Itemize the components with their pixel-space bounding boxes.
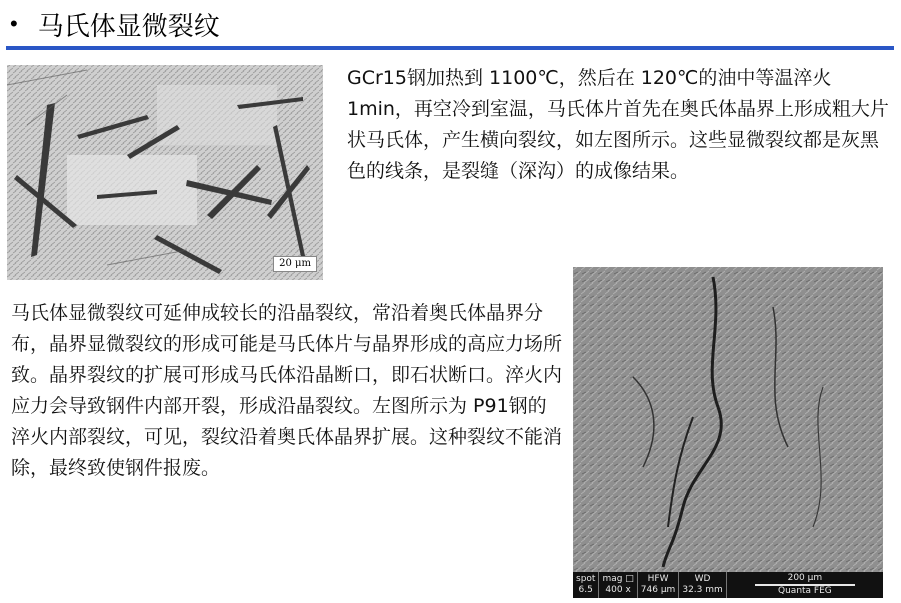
martensite-microstructure-image <box>7 65 323 280</box>
sem-scale-label: 200 μm <box>787 573 823 583</box>
slide-title <box>10 4 890 44</box>
databar-wd <box>679 572 726 598</box>
optical-micrograph <box>7 65 323 280</box>
hfw-label: HFW <box>647 574 669 584</box>
mag-value: 400 x <box>605 585 631 595</box>
wd-value: 32.3 mm <box>682 585 723 595</box>
paragraph-intergranular-crack: 马氏体显微裂纹可延伸成较长的沿晶裂纹，常沿着奥氏体晶界分布，晶界显微裂纹的形成可能是马氏体片与晶界形成的高应力场所致。晶界裂纹的扩展可形成马氏体沿晶断口，即石状断口。淬火内应力会导致钢件内部开裂，形成沿晶裂纹。左图所示为 P91钢的淬火内部裂纹，可见，裂纹沿着奥氏体晶界扩展。这种裂纹不能消除，最终致使钢件报废。 <box>11 302 563 479</box>
databar-hfw <box>638 572 680 598</box>
sem-crack-image <box>573 267 883 572</box>
databar-spot <box>573 572 599 598</box>
instrument-label: Quanta FEG <box>778 586 832 596</box>
sem-databar <box>573 572 883 598</box>
databar-scale <box>727 572 883 598</box>
spot-value: 6.5 <box>578 585 593 595</box>
title-text: 马氏体显微裂纹 <box>37 11 220 42</box>
wd-label: WD <box>694 574 711 584</box>
hfw-value: 746 μm <box>640 585 676 595</box>
scale-bar-label: 20 μm <box>273 256 317 272</box>
title-bullet: • <box>10 11 18 36</box>
databar-mag <box>599 572 637 598</box>
sem-micrograph <box>573 267 883 598</box>
spot-label: spot <box>576 574 596 584</box>
title-underline <box>6 46 894 50</box>
mag-label: mag □ <box>602 574 634 584</box>
paragraph-gcr15: GCr15钢加热到 1100℃，然后在 120℃的油中等温淬火 1min，再空冷到室温，马氏体片首先在奥氏体晶界上形成粗大片状马氏体，产生横向裂纹，如左图所示。这些显微裂纹都是灰黑色的线条，是裂缝（深沟）的成像结果。 <box>347 67 889 182</box>
